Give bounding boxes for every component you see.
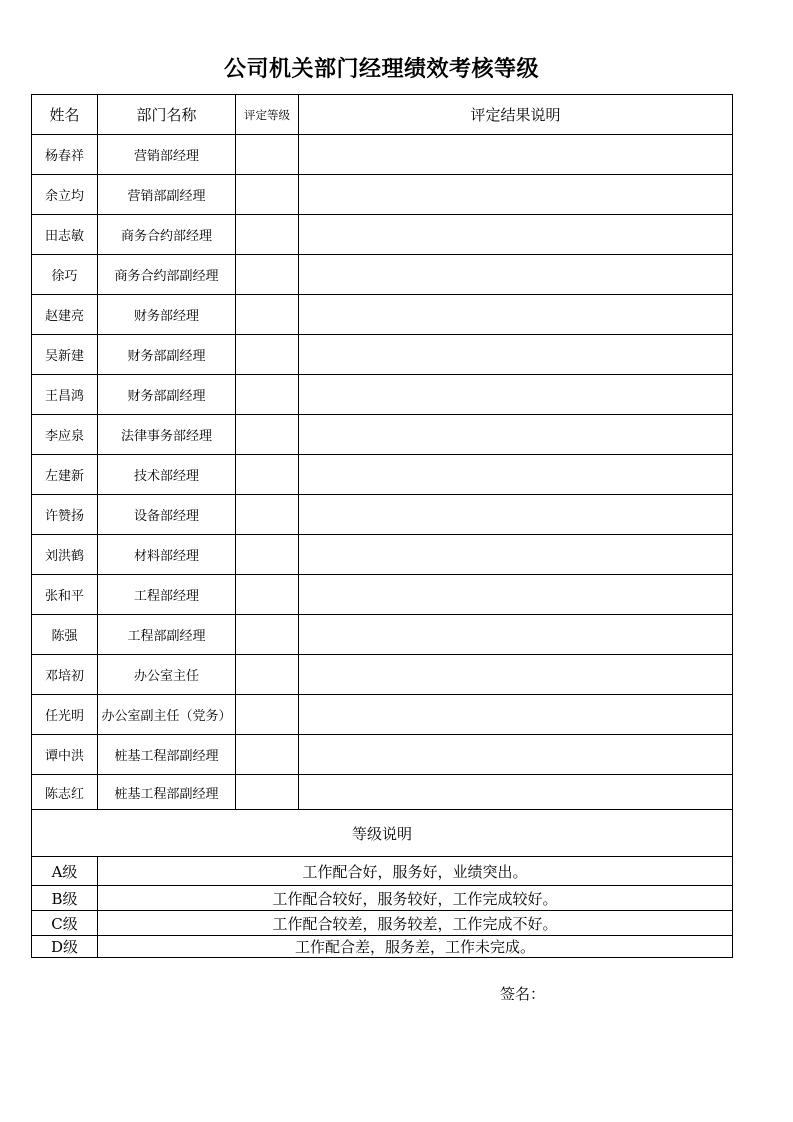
header-remark: 评定结果说明 [299, 95, 733, 135]
remark-input-cell[interactable] [299, 495, 733, 535]
grade-input-cell[interactable] [236, 335, 299, 375]
remark-input-cell[interactable] [299, 535, 733, 575]
employee-name-cell: 徐巧 [32, 255, 98, 295]
table-row [32, 575, 733, 615]
table-row [32, 375, 733, 415]
employee-name-cell: 李应泉 [32, 415, 98, 455]
department-cell: 营销部经理 [98, 135, 236, 175]
department-cell: 营销部副经理 [98, 175, 236, 215]
grade-input-cell[interactable] [236, 375, 299, 415]
grade-input-cell[interactable] [236, 455, 299, 495]
grade-input-cell[interactable] [236, 535, 299, 575]
department-cell: 工程部经理 [98, 575, 236, 615]
table-row [32, 495, 733, 535]
table-row [32, 735, 733, 775]
remark-input-cell[interactable] [299, 615, 733, 655]
grade-input-cell[interactable] [236, 255, 299, 295]
evaluation-table [31, 94, 733, 958]
grade-description-cell: 工作配合较差，服务较差，工作完成不好。 [98, 911, 733, 936]
department-cell: 办公室副主任（党务） [98, 695, 236, 735]
page-title: 公司机关部门经理绩效考核等级 [223, 57, 539, 82]
grade-definition-row [32, 857, 733, 886]
employee-name-cell: 田志敏 [32, 215, 98, 255]
remark-input-cell[interactable] [299, 375, 733, 415]
signature-label: 签名： [500, 985, 546, 1003]
department-cell: 法律事务部经理 [98, 415, 236, 455]
employee-name-cell: 邓培初 [32, 655, 98, 695]
grade-definition-row [32, 911, 733, 936]
grade-input-cell[interactable] [236, 495, 299, 535]
table-row [32, 655, 733, 695]
remark-input-cell[interactable] [299, 295, 733, 335]
grade-level-cell: C级 [32, 911, 98, 936]
employee-name-cell: 余立均 [32, 175, 98, 215]
remark-input-cell[interactable] [299, 455, 733, 495]
grade-level-cell: B级 [32, 886, 98, 911]
remark-input-cell[interactable] [299, 255, 733, 295]
table-row [32, 695, 733, 735]
grade-input-cell[interactable] [236, 415, 299, 455]
employee-name-cell: 陈强 [32, 615, 98, 655]
table-row [32, 295, 733, 335]
remark-input-cell[interactable] [299, 175, 733, 215]
remark-input-cell[interactable] [299, 775, 733, 810]
grade-input-cell[interactable] [236, 775, 299, 810]
table-row [32, 775, 733, 810]
header-name: 姓名 [32, 95, 98, 135]
employee-name-cell: 杨春祥 [32, 135, 98, 175]
table-row [32, 415, 733, 455]
table-header-row [32, 95, 733, 135]
grade-level-cell: A级 [32, 857, 98, 886]
department-cell: 财务部经理 [98, 295, 236, 335]
table-row [32, 615, 733, 655]
remark-input-cell[interactable] [299, 695, 733, 735]
grade-definition-row [32, 936, 733, 958]
remark-input-cell[interactable] [299, 135, 733, 175]
employee-name-cell: 刘洪鹤 [32, 535, 98, 575]
grade-input-cell[interactable] [236, 215, 299, 255]
grade-input-cell[interactable] [236, 695, 299, 735]
grade-input-cell[interactable] [236, 615, 299, 655]
remark-input-cell[interactable] [299, 655, 733, 695]
department-cell: 商务合约部经理 [98, 215, 236, 255]
employee-name-cell: 张和平 [32, 575, 98, 615]
grade-input-cell[interactable] [236, 655, 299, 695]
employee-name-cell: 王昌鸿 [32, 375, 98, 415]
remark-input-cell[interactable] [299, 415, 733, 455]
grade-level-cell: D级 [32, 936, 98, 958]
table-row [32, 135, 733, 175]
remark-input-cell[interactable] [299, 335, 733, 375]
grade-definition-row [32, 886, 733, 911]
table-row [32, 335, 733, 375]
department-cell: 材料部经理 [98, 535, 236, 575]
department-cell: 办公室主任 [98, 655, 236, 695]
table-row [32, 215, 733, 255]
employee-name-cell: 任光明 [32, 695, 98, 735]
department-cell: 桩基工程部副经理 [98, 775, 236, 810]
grade-input-cell[interactable] [236, 735, 299, 775]
remark-input-cell[interactable] [299, 575, 733, 615]
employee-name-cell: 吴新建 [32, 335, 98, 375]
employee-name-cell: 许赞扬 [32, 495, 98, 535]
department-cell: 桩基工程部副经理 [98, 735, 236, 775]
remark-input-cell[interactable] [299, 735, 733, 775]
employee-name-cell: 陈志红 [32, 775, 98, 810]
table-row [32, 175, 733, 215]
department-cell: 财务部副经理 [98, 335, 236, 375]
header-grade: 评定等级 [236, 95, 299, 135]
grade-description-cell: 工作配合较好，服务较好，工作完成较好。 [98, 886, 733, 911]
grade-input-cell[interactable] [236, 175, 299, 215]
header-dept: 部门名称 [98, 95, 236, 135]
table-row [32, 455, 733, 495]
grade-input-cell[interactable] [236, 295, 299, 335]
remark-input-cell[interactable] [299, 215, 733, 255]
grade-section-title: 等级说明 [32, 810, 733, 857]
table-row [32, 535, 733, 575]
grade-input-cell[interactable] [236, 135, 299, 175]
employee-name-cell: 赵建亮 [32, 295, 98, 335]
table-row [32, 255, 733, 295]
employee-name-cell: 谭中洪 [32, 735, 98, 775]
department-cell: 工程部副经理 [98, 615, 236, 655]
grade-section-header-row [32, 810, 733, 857]
department-cell: 财务部副经理 [98, 375, 236, 415]
grade-description-cell: 工作配合差，服务差，工作未完成。 [98, 936, 733, 958]
department-cell: 技术部经理 [98, 455, 236, 495]
department-cell: 设备部经理 [98, 495, 236, 535]
grade-description-cell: 工作配合好，服务好，业绩突出。 [98, 857, 733, 886]
grade-input-cell[interactable] [236, 575, 299, 615]
employee-name-cell: 左建新 [32, 455, 98, 495]
department-cell: 商务合约部副经理 [98, 255, 236, 295]
